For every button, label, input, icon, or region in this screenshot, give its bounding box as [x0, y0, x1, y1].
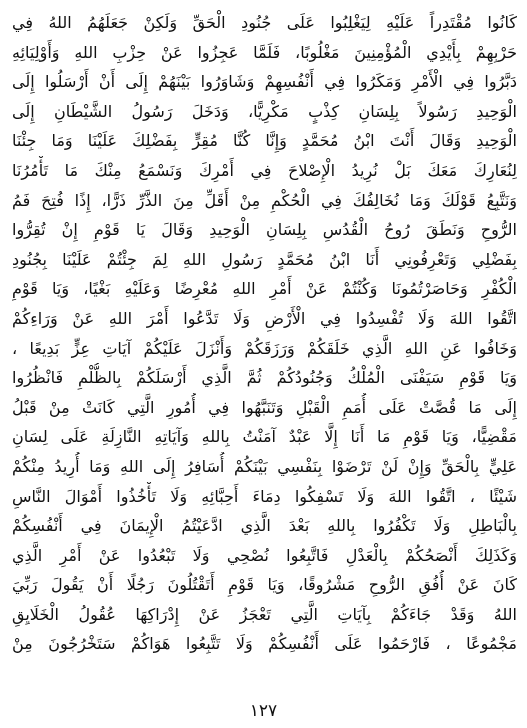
text-line: الْوَحِيدِ رَسُولاً بِلِسَانِ كِذْبٍ مَكْرِيًّا، وَدَخَلَ رَسُولُ الشَّيْطَانِ إِلَى	[12, 101, 517, 121]
text-line: مَقْضِيًّا، وَيَا قَوْمِ مَا أَنَا إِلَّا عَبْدٌ آمَنْتُ بِاللهِ وَآيَاتِهِ النَّازِلَةِ عَلَى لِسَانِ	[12, 427, 517, 447]
text-line: وَيَا قَوْمِ سَيَفْنَى الْمُلْكُ وَجُنُودُكُمْ ثُمَّ الَّذِي أَرْسَلَكُمْ بِالظُّلْمِ فَانْظُرُوا	[12, 368, 517, 388]
text-line: بِفَضْلِي وَتَعْرِفُونِي أَنَا ابْنُ مُحَمَّدٍ رَسُولِ اللهِ لِمَ جِئْتُمْ عَلَيْنَا بِجُنُودِ	[12, 249, 517, 269]
text-line: كَانُوا مُقْتَدِراً عَلَيْهِ لِيَغْلِبُوا عَلَى جُنُودِ الْحَقِّ وَلَكِنْ جَعَلَهُمُ اللهُ فِي	[12, 13, 517, 32]
body-text	[12, 8, 517, 659]
text-line: كَانَ عَنْ أُفُقِ الرُّوحِ مَشْرُوقًا، وَيَا قَوْمِ أَتَقْتُلُونَ رَجُلًا أَنْ يَقُولَ رَبِّيَ	[12, 575, 517, 595]
text-line: حَرْبِهِمْ بِأَيْدِي الْمُؤْمِنِينَ مَغْلُوبًا، فَلَمَّا عَجِزُوا عَنْ حِزْبِ اللهِ وَأَوْلِيَائِهِ	[12, 42, 517, 62]
text-line: إِلَى مَا قُصَّتْ عَلَى أُمَمِ الْقَبْلِ وَتَنَبَّهُوا فِي أُمُورِ الَّتِي كَانَتْ مِنْ قَبْلُ	[12, 397, 517, 417]
text-line: عَلِيٍّ بِالْحَقِّ وَإِنْ لَنْ تَرْضَوْا بِنَفْسِي بَيْنَكُمْ أُسَافِرُ إِلَى اللهِ وَمَا أُرِيدُ مِنْكُمْ	[12, 456, 517, 476]
text-line: وَكَذَلِكَ أَنْصَحُكُمْ بِالْعَدْلِ فَاتَّبِعُوا نُصْحِي وَلَا تَبْعُدُوا عَنْ أَمْرِ الَّذِي	[12, 545, 517, 565]
text-line: لِنُعَارِكَ مَعَكَ بَلْ نُرِيدُ الْإِصْلاحَ فِي أَمْرِكَ وَنَسْمَعُ مِنْكَ مَا تَأْمُرُنَا	[12, 160, 517, 180]
text-line: الْكُفْرِ وَحَاصَرْتُمُونَا وَكُنْتُمْ عَنْ أَمْرِ اللهِ مُعْرِضًا وَعَلَيْهِ بَغْيًا، وَيَا قَوْمِ	[12, 279, 517, 299]
text-line: مَجْمُوعًا ، فَارْحَمُوا عَلَى أَنْفُسِكُمْ وَلَا تَتَّبِعُوا هَوَاكُمْ سَتَخْرُجُونَ مِنْ	[12, 634, 517, 654]
page-number: ١٢٧	[249, 701, 278, 721]
text-line: اتَّقُوا اللهَ وَلَا تُفْسِدُوا فِي الْأَرْضِ وَلَا تَدَّعُوا أَمْرَ اللهِ عَنْ وَرَاءِكُمْ	[12, 308, 517, 328]
text-line: وَخَافُوا عَنِ اللهِ الَّذِي خَلَقَكُمْ وَرَزَقَكُمْ وَأَنْزَلَ عَلَيْكُمْ آيَاتِ عِزٍّ بَدِيعًا ،	[12, 338, 517, 358]
text-line: اللهُ وَقَدْ جَاءَكُمْ بِآيَاتِ الَّتِي تَعْجَزُ عَنْ إِدْرَاكِهَا عُقُولُ الْخَلَايِقِ	[12, 604, 517, 624]
text-line: بِالْبَاطِلِ وَلَا تَكْفُرُوا بِاللهِ بَعْدَ الَّذِي ادَّعَيْتُمُ الْإِيمَانَ فِي أَنْفُسِكُمْ	[12, 516, 517, 536]
text-line: دَبَّرُوا فِي الْأَمْرِ وَمَكَرُوا فِي أَنْفُسِهِمْ وَشَاوَرُوا بَيْنَهُمْ إِلَى أَنْ أَرْسَلُوا إِلَى	[12, 72, 517, 92]
text-line: الرُّوحِ وَنَطَقَ رُوحُ الْقُدُسِ بِلِسَانِ الْوَحِيدِ وَقَالَ يَا قَوْمِ إِنْ تُقِرُّوا	[12, 220, 517, 240]
text-line: شَيْئًا ، اتَّقُوا اللهَ وَلَا تَسْفِكُوا دِمَاءَ أَحِبَّائِهِ وَلَا تَأْخُذُوا أَمْوَالَ النَّاسِ	[12, 486, 517, 506]
text-line: وَنَتَّبِعُ قَوْلَكَ وَمَا نُخَالِفُكَ فِي الْحُكْمِ مِنْ أَقَلِّ مِنَ الذَّرِّ ذَرًّا، إِذًا فُتِحَ فَمُ	[12, 190, 517, 210]
text-line: الْوَحِيدِ وَقَالَ أَنْتَ ابْنُ مُحَمَّدٍ وَإِنَّا كُنَّا مُقِرٍّ بِفَضْلِكَ عَلَيْنَا وَمَا جِئْنَا	[12, 131, 517, 151]
